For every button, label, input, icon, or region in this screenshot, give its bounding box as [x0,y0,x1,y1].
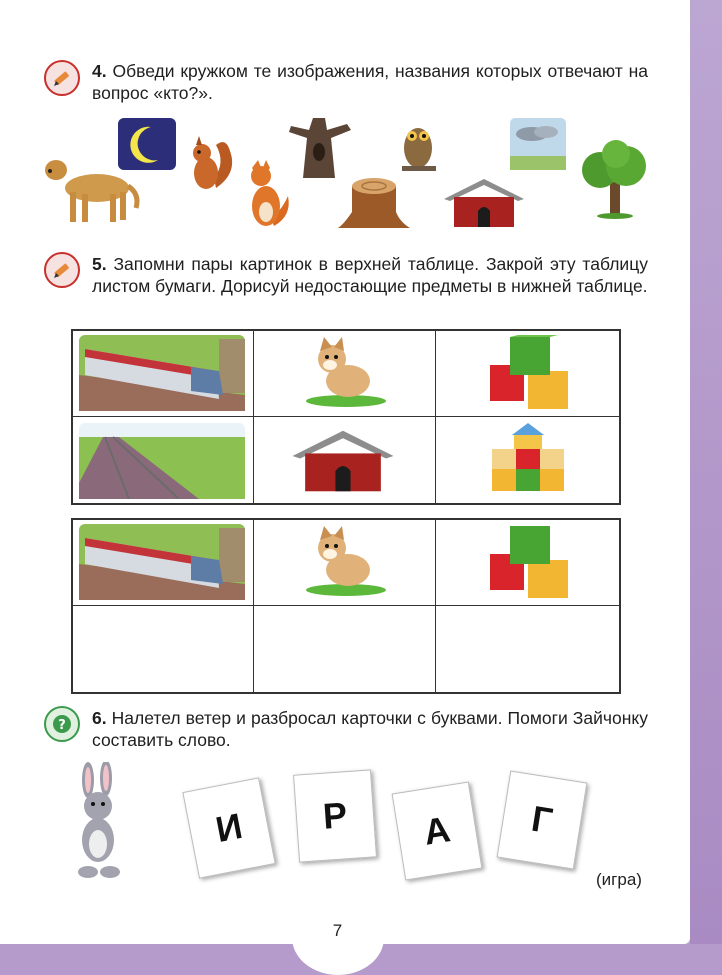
sky-picture[interactable] [510,118,566,170]
bottom-puppy-cell [254,520,436,606]
puppy-picture [302,337,388,409]
owl-picture[interactable] [394,118,442,180]
bunny-picture [68,762,128,882]
doghouse-picture[interactable] [442,177,526,229]
task-6-number: 6. [92,708,107,728]
bottom-train-cell [73,520,254,606]
bottom-cubes-cell [436,520,619,606]
top-cubes-cell [436,331,619,417]
empty-draw-cell-3[interactable] [436,606,619,692]
tree-picture[interactable] [576,140,654,220]
stump-picture[interactable] [338,172,410,230]
top-block-tower-cell [436,417,619,503]
doghouse-picture [290,427,396,495]
top-table [71,329,621,505]
letter-card-3[interactable]: А [392,781,483,880]
pencil-icon [44,60,80,96]
empty-draw-cell-2[interactable] [254,606,436,692]
page-edge-band [690,0,722,975]
moon-picture[interactable] [118,118,176,170]
train-picture [79,524,245,600]
task-4-text [92,60,648,104]
cubes-picture [488,335,578,413]
rails-picture [79,423,245,499]
top-puppy-cell [254,331,436,417]
task-5-instruction: Запомни пары картинок в верхней таблице. Закрой эту таблицу листом бумаги. Дорисуй недостающие предметы в нижней таблице. [92,254,648,296]
empty-draw-cell-1[interactable] [73,606,254,692]
top-train-cell [73,331,254,417]
task-4-instruction: Обведи кружком те изображения, названия которых отвечают на вопрос «кто?». [92,61,648,103]
task-5-number: 5. [92,254,107,274]
question-icon [44,706,80,742]
answer-hint: (игра) [596,870,642,889]
task-4-number: 4. [92,61,107,81]
tree-trunk-picture[interactable] [283,118,355,178]
task-6-instruction: Налетел ветер и разбросал карточки с буквами. Помоги Зайчонку составить слово. [92,708,648,750]
task-5-text [92,253,648,297]
task-6-text [92,707,648,751]
pencil-icon [44,252,80,288]
letter-card-4[interactable]: Г [497,770,588,869]
squirrel-picture[interactable] [186,133,238,193]
train-picture [79,335,245,411]
block-tower-picture [488,421,570,499]
top-rails-cell [73,417,254,503]
bottom-table [71,518,621,694]
letter-card-2[interactable]: Р [293,769,377,862]
top-doghouse-cell [254,417,436,503]
page-number: 7 [332,921,343,940]
letter-card-1[interactable]: И [182,777,275,878]
puppy-picture [302,526,388,598]
svg-text:?: ? [58,718,66,733]
cubes-picture [488,524,578,602]
